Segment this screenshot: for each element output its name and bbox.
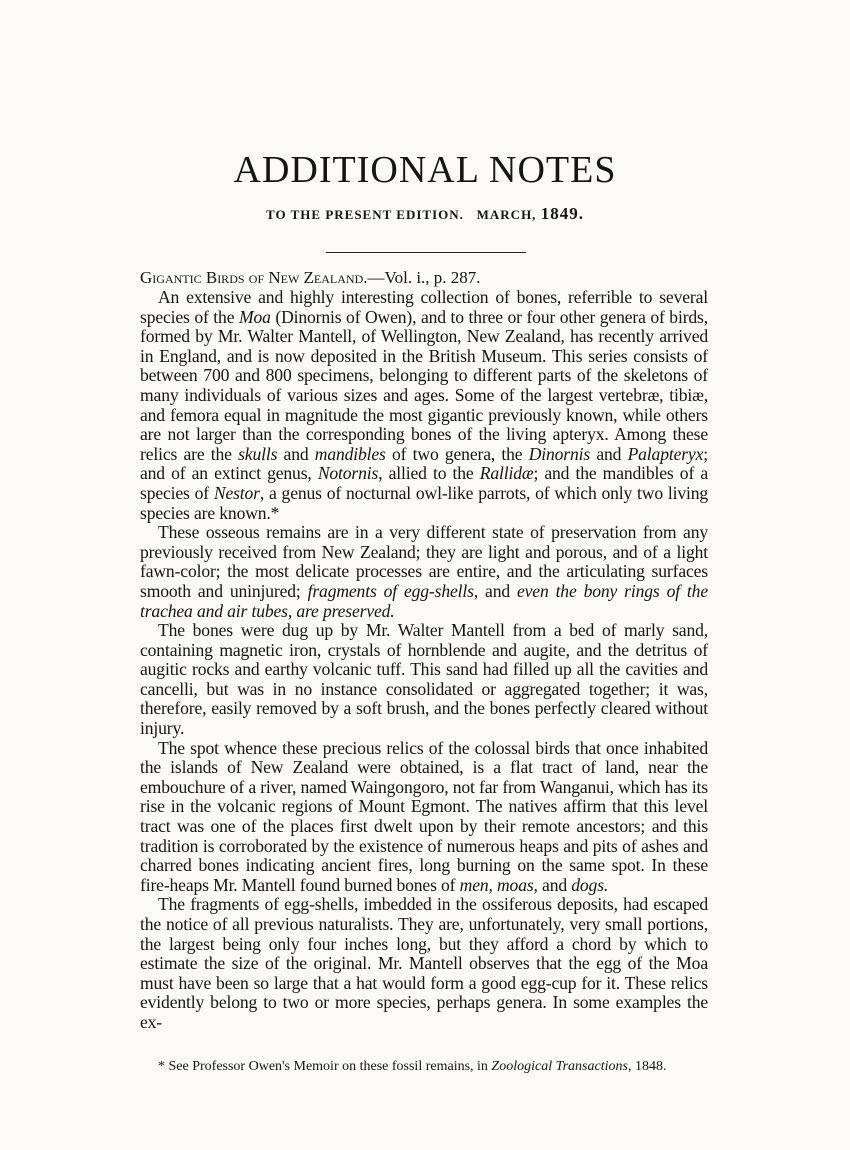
text-body — [140, 268, 708, 1033]
body-paragraph — [140, 621, 708, 739]
subtitle-edition: TO THE PRESENT EDITION. — [266, 207, 464, 222]
text-run: ; and the mandibles of a species of — [140, 463, 708, 503]
text-run: , 1848. — [627, 1059, 667, 1074]
text-run: (Dinornis of Owen), and to three or four other genera of birds, formed by Mr. Walter Mantell, of Wellington, New Zealand, has recently arrived in England, and is now deposited in the British Museum. This series consists of between 700 and 800 specimens, belonging to different parts of the skeletons of many individuals of various sizes and ages. Some of the largest vertebræ, tibiæ, and femora equal in magnitude the most gigantic previously known, while others are not larger than the corresponding bones of the living apteryx. Among these relics are the — [140, 306, 708, 464]
italic-text: Rallidæ — [479, 463, 534, 484]
text-run: * See Professor Owen's Memoir on these fossil remains, in — [158, 1059, 492, 1074]
section-heading — [140, 268, 708, 288]
text-run: These osseous remains are in a very different state of preservation from any previously received from New Zealand; they are light and porous, and of a light fawn-color; the most delicate processes are entire, and the articulating surfaces smooth and uninjured; — [140, 522, 708, 601]
body-paragraph — [140, 523, 708, 621]
text-run: The spot whence these precious relics of the colossal birds that once inhabited the islands of New Zealand were obtained, is a flat tract of land, near the embouchure of a river, named Waingongoro, not far from Wanganui, which has its rise in the volcanic regions of Mount Egmont. The natives affirm that this level tract was one of the places first dwelt upon by their remote ancestors; and this tradition is corroborated by the existence of numerous heaps and pits of ashes and charred bones indicating ancient fires, long burning on the same spot. In these fire-heaps Mr. Mantell found burned bones of — [140, 737, 708, 895]
page-title: ADDITIONAL NOTES — [233, 149, 617, 191]
title-rule — [326, 252, 526, 253]
page-subtitle — [0, 204, 850, 224]
italic-text: Notornis — [317, 463, 379, 484]
italic-text: Zoological Transactions — [491, 1059, 628, 1074]
italic-text: dogs. — [571, 874, 609, 895]
italic-text: Palapteryx — [627, 443, 704, 464]
italic-text: fragments of egg-shells — [307, 580, 474, 601]
text-run: and — [590, 443, 628, 464]
italic-text: mandibles — [314, 443, 386, 464]
text-run: , a genus of nocturnal owl-like parrots, of which only two living species are known.* — [140, 482, 708, 523]
body-paragraph — [140, 895, 708, 1032]
text-run: The bones were dug up by Mr. Walter Mantell from a bed of marly sand, containing magnetic iron, crystals of hornblende and augite, and the detritus of augitic rocks and earthy volcanic tuff. This sand had filled up all the cavities and cancelli, but was in no instance consolidated or aggregated together; it was, therefore, easily removed by a soft brush, and the bones perfectly cleared without injury. — [140, 620, 708, 739]
italic-text: skulls — [238, 443, 278, 464]
text-run: and — [537, 874, 572, 895]
text-run: , and — [473, 580, 517, 601]
italic-text: Nestor — [213, 482, 260, 503]
section-reference: —Vol. i., p. 287. — [367, 268, 481, 287]
text-run: and — [277, 443, 315, 464]
section-title: Gigantic Birds of New Zealand. — [140, 268, 368, 287]
italic-text: even the bony rings of the trachea and air tubes, are preserved. — [140, 580, 708, 621]
body-paragraph — [140, 288, 708, 523]
footnote — [140, 1058, 708, 1076]
subtitle-month: MARCH, — [476, 207, 537, 222]
paragraphs — [140, 288, 708, 1033]
text-run: The fragments of egg-shells, imbedded in the ossiferous deposits, had escaped the notice of all previous naturalists. They are, unfortunately, very small portions, the largest being only four inches long, but they afford a chord by which to estimate the size of the original. Mr. Mantell observes that the egg of the Moa must have been so large that a hat would form a good egg-cup for it. These relics evidently belong to two or more species, perhaps genera. In some examples the ex- — [140, 894, 708, 1032]
text-run: ; and of an extinct genus, — [140, 443, 708, 484]
italic-text: Dinornis — [528, 443, 591, 464]
body-paragraph — [140, 739, 708, 896]
text-run: , allied to the — [378, 463, 480, 484]
text-run: of two genera, the — [385, 443, 529, 464]
italic-text: Moa — [238, 306, 271, 327]
italic-text: men, moas, — [459, 874, 538, 895]
text-run: An extensive and highly interesting collection of bones, referrible to several species of the — [140, 287, 708, 327]
subtitle-year: 1849. — [540, 204, 584, 223]
